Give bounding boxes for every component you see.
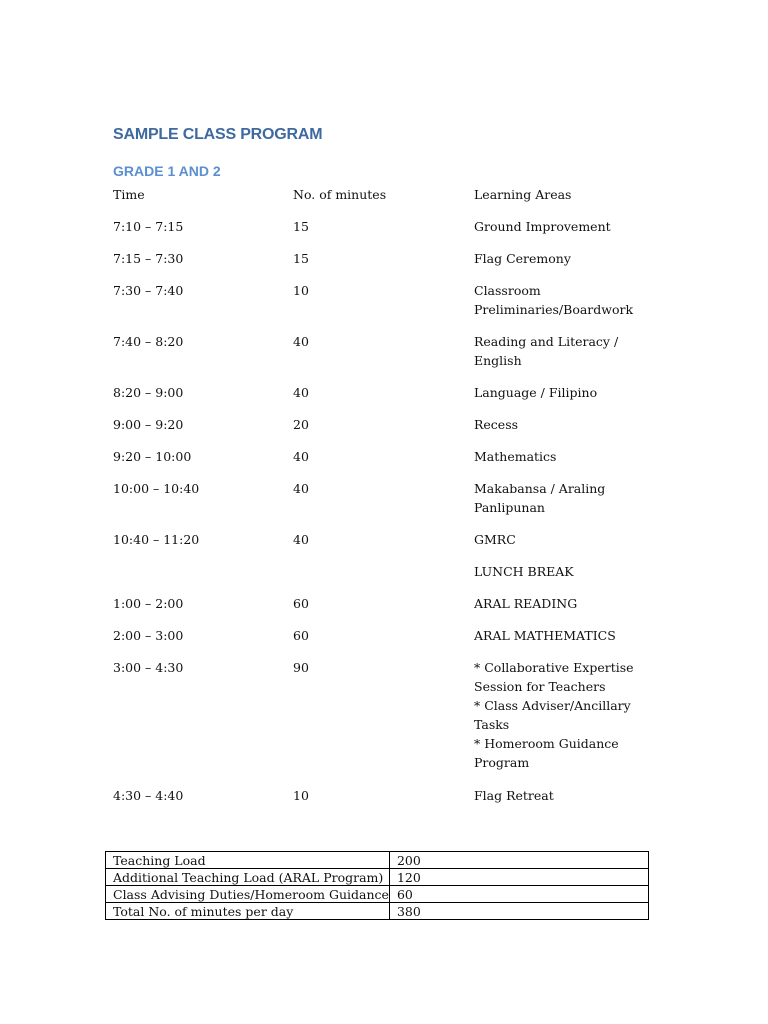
schedule-row [113, 479, 673, 530]
teaching-load-table [105, 851, 649, 920]
schedule-row [113, 249, 673, 281]
load-label-cell: Total No. of minutes per day [106, 903, 390, 920]
learning-area-cell: Flag Ceremony [474, 251, 571, 266]
learning-area-cell: * Collaborative Expertise Session for Teachers * Class Adviser/Ancillary Tasks * Homeroom Guidance Program [474, 660, 634, 770]
load-value-cell: 380 [389, 903, 648, 920]
schedule-row [113, 658, 673, 786]
time-cell: 3:00 – 4:30 [113, 660, 184, 675]
minutes-cell: 40 [293, 385, 309, 400]
time-cell: 7:30 – 7:40 [113, 283, 184, 298]
schedule-row [113, 383, 673, 415]
learning-area-cell: ARAL READING [474, 596, 578, 611]
load-label-cell: Additional Teaching Load (ARAL Program) [106, 869, 390, 886]
schedule-row [113, 447, 673, 479]
time-cell: 9:20 – 10:00 [113, 449, 192, 464]
learning-area-cell: Ground Improvement [474, 219, 611, 234]
load-value-cell: 200 [389, 852, 648, 869]
learning-area-cell: Reading and Literacy / English [474, 334, 619, 368]
header-learning-areas: Learning Areas [474, 187, 572, 202]
minutes-cell: 60 [293, 628, 309, 643]
time-cell: 7:10 – 7:15 [113, 219, 184, 234]
header-minutes: No. of minutes [293, 187, 387, 202]
minutes-cell: 40 [293, 532, 309, 547]
schedule-row [113, 281, 673, 332]
minutes-cell: 40 [293, 481, 309, 496]
schedule-row [113, 786, 673, 818]
learning-area-cell: LUNCH BREAK [474, 564, 574, 579]
time-cell: 7:15 – 7:30 [113, 251, 184, 266]
time-cell: 9:00 – 9:20 [113, 417, 184, 432]
minutes-cell: 10 [293, 788, 309, 803]
learning-area-cell: Mathematics [474, 449, 557, 464]
schedule-row [113, 530, 673, 562]
table-row [106, 886, 649, 903]
schedule-row [113, 626, 673, 658]
minutes-cell: 20 [293, 417, 309, 432]
load-label-cell: Teaching Load [106, 852, 390, 869]
learning-area-cell: Recess [474, 417, 519, 432]
schedule-header [113, 185, 673, 217]
grade-heading: GRADE 1 AND 2 [113, 163, 221, 179]
schedule-row [113, 562, 673, 594]
schedule-row [113, 217, 673, 249]
minutes-cell: 60 [293, 596, 309, 611]
time-cell: 4:30 – 4:40 [113, 788, 184, 803]
schedule-row [113, 415, 673, 447]
load-value-cell: 60 [389, 886, 648, 903]
table-row [106, 869, 649, 886]
class-schedule [113, 185, 673, 818]
load-value-cell: 120 [389, 869, 648, 886]
learning-area-cell: Classroom Preliminaries/Boardwork [474, 283, 634, 317]
minutes-cell: 40 [293, 449, 309, 464]
table-row [106, 903, 649, 920]
minutes-cell: 40 [293, 334, 309, 349]
schedule-row [113, 332, 673, 383]
learning-area-cell: Makabansa / Araling Panlipunan [474, 481, 606, 515]
time-cell: 1:00 – 2:00 [113, 596, 184, 611]
learning-area-cell: GMRC [474, 532, 516, 547]
schedule-row [113, 594, 673, 626]
minutes-cell [293, 562, 474, 594]
time-cell: 2:00 – 3:00 [113, 628, 184, 643]
header-time: Time [113, 187, 145, 202]
document-title: SAMPLE CLASS PROGRAM [113, 126, 323, 143]
time-cell: 7:40 – 8:20 [113, 334, 184, 349]
minutes-cell: 15 [293, 219, 309, 234]
learning-area-cell: Flag Retreat [474, 788, 554, 803]
load-label-cell: Class Advising Duties/Homeroom Guidance [106, 886, 390, 903]
schedule-rows [113, 217, 673, 818]
minutes-cell: 90 [293, 660, 309, 675]
learning-area-cell: ARAL MATHEMATICS [474, 628, 616, 643]
time-cell: 10:00 – 10:40 [113, 481, 200, 496]
minutes-cell: 15 [293, 251, 309, 266]
table-row [106, 852, 649, 869]
time-cell [113, 562, 293, 594]
minutes-cell: 10 [293, 283, 309, 298]
time-cell: 10:40 – 11:20 [113, 532, 200, 547]
time-cell: 8:20 – 9:00 [113, 385, 184, 400]
learning-area-cell: Language / Filipino [474, 385, 598, 400]
